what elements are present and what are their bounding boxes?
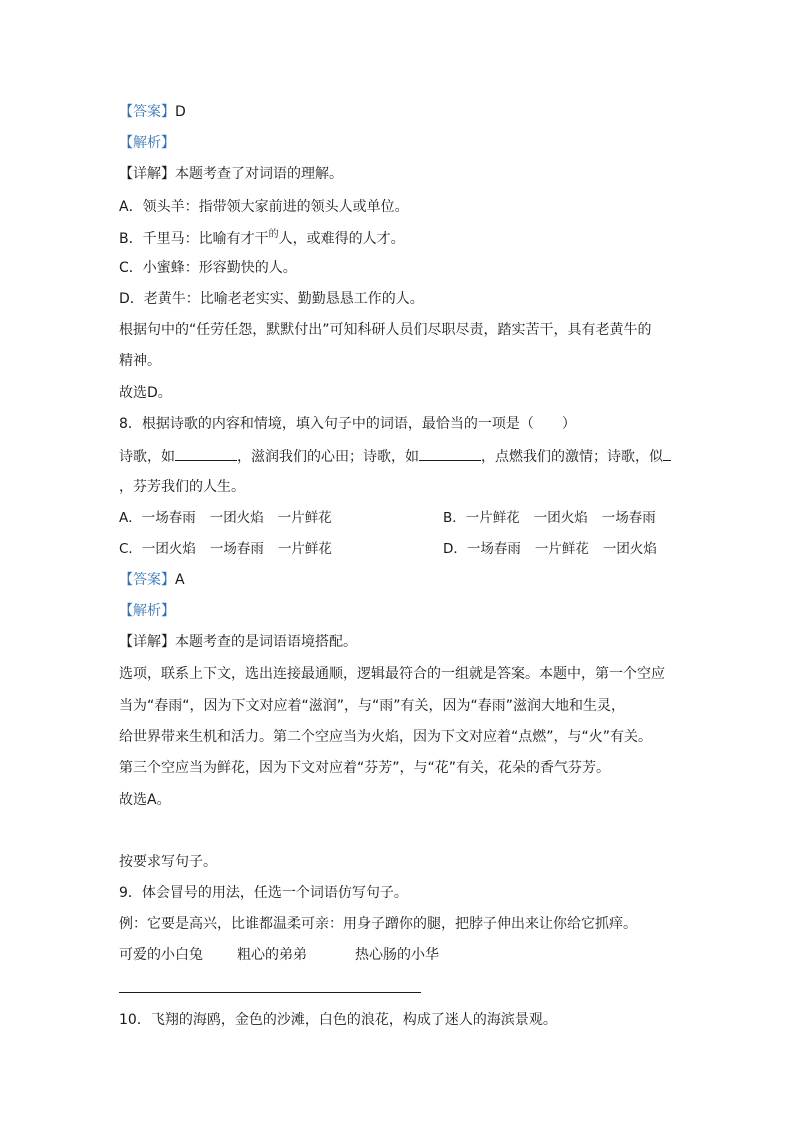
q8-explain-4: 第三个空应当为鲜花，因为下文对应着“芬芳”，与“花”有关，花朵的香气芬芳。 — [119, 760, 611, 776]
poem-part2: ，滋润我们的心田；诗歌，如 — [237, 449, 419, 465]
detail-tag: 【详解】 — [119, 634, 175, 650]
q8-poem-line1 — [119, 446, 671, 467]
poem-part3: ，点燃我们的激情；诗歌，似 — [481, 449, 663, 465]
q10-stem: 10．飞翔的海鸥，金色的沙滩，白色的浪花，构成了迷人的海滨景观。 — [119, 1012, 557, 1028]
q8-answer-line — [119, 570, 185, 590]
q7-reason-line2: 精神。 — [119, 353, 161, 369]
q7-option-d: D．老黄牛：比喻老老实实、勤勤恳恳工作的人。 — [119, 291, 424, 307]
q8-option-d — [443, 539, 657, 559]
option-a-word3: 一片鲜花 — [277, 510, 332, 526]
answer-tag: 【答案】 — [119, 572, 175, 588]
detail-tag: 【详解】 — [119, 166, 175, 182]
q8-option-a — [119, 508, 332, 528]
detail-text: 本题考查的是词语语境搭配。 — [175, 634, 357, 650]
q8-detail-line — [119, 632, 357, 652]
poem-blank-3 — [663, 446, 671, 461]
option-c-word2: 一场春雨 — [209, 541, 264, 557]
option-b-word3: 一场春雨 — [601, 510, 656, 526]
answer-value: D — [175, 104, 186, 120]
q7-option-c: C．小蜜蜂：形容勤快的人。 — [119, 260, 297, 276]
poem-part1: 诗歌，如 — [119, 449, 175, 465]
q7-answer-line — [119, 102, 186, 122]
q7-option-b — [119, 229, 405, 251]
section-heading: 按要求写句子。 — [119, 854, 217, 870]
q9-example: 例：它要是高兴，比谁都温柔可亲：用身子蹭你的腿，把脖子伸出来让你给它抓痒。 — [119, 916, 637, 932]
answer-writing-line — [119, 992, 421, 993]
q7-analysis-tag: 【解析】 — [119, 135, 175, 151]
q8-explain-3: 给世界带来生机和活力。第二个空应当为火焰，因为下文对应着“点燃”，与“火”有关。 — [119, 729, 653, 745]
poem-blank-2 — [419, 446, 481, 461]
q8-option-c — [119, 539, 332, 559]
q7-option-a: A．领头羊：指带领大家前进的领头人或单位。 — [119, 199, 409, 215]
q8-explain-1: 选项，联系上下文，选出连接最通顺，逻辑最符合的一组就是答案。本题中，第一个空应 — [119, 666, 665, 682]
word-2: 粗心的弟弟 — [237, 947, 307, 963]
q9-word-list — [119, 945, 439, 965]
q7-conclusion: 故选D。 — [119, 385, 172, 401]
option-b-post: 人，或难得的人才。 — [278, 231, 405, 247]
option-d-word3: 一团火焰 — [602, 541, 657, 557]
option-b-word1: B．一片鲜花 — [443, 510, 520, 526]
option-a-word1: A．一场春雨 — [119, 510, 196, 526]
q8-analysis-tag: 【解析】 — [119, 603, 175, 619]
q8-stem: 8．根据诗歌的内容和情境，填入句子中的词语，最恰当的一项是（ ） — [119, 416, 576, 432]
q8-option-b — [443, 508, 656, 528]
answer-value: A — [175, 572, 185, 588]
q7-reason-line1: 根据句中的“任劳任怨，默默付出”可知科研人员们尽职尽责，踏实苦干，具有老黄牛的 — [119, 322, 652, 338]
poem-blank-1 — [175, 446, 237, 461]
option-d-word2: 一片鲜花 — [534, 541, 589, 557]
option-d-word1: D．一场春雨 — [443, 541, 521, 557]
answer-tag: 【答案】 — [119, 104, 175, 120]
q7-detail-line — [119, 164, 343, 184]
q8-conclusion: 故选A。 — [119, 792, 171, 808]
option-c-word1: C．一团火焰 — [119, 541, 196, 557]
q8-poem-line2: ，芬芳我们的人生。 — [119, 479, 245, 495]
detail-text: 本题考查了对词语的理解。 — [175, 166, 343, 182]
q9-stem: 9．体会冒号的用法，任选一个词语仿写句子。 — [119, 885, 408, 901]
word-1: 可爱的小白兔 — [119, 947, 203, 963]
option-b-sup: 的 — [268, 229, 279, 240]
option-c-word3: 一片鲜花 — [277, 541, 332, 557]
option-a-word2: 一团火焰 — [209, 510, 264, 526]
option-b-word2: 一团火焰 — [533, 510, 588, 526]
q8-explain-2: 当为“春雨“，因为下文对应着“滋润”，与“雨”有关，因为“春雨”滋润大地和生灵， — [119, 698, 626, 714]
option-b-pre: B．千里马：比喻有才干 — [119, 231, 269, 247]
word-3: 热心肠的小华 — [355, 947, 439, 963]
